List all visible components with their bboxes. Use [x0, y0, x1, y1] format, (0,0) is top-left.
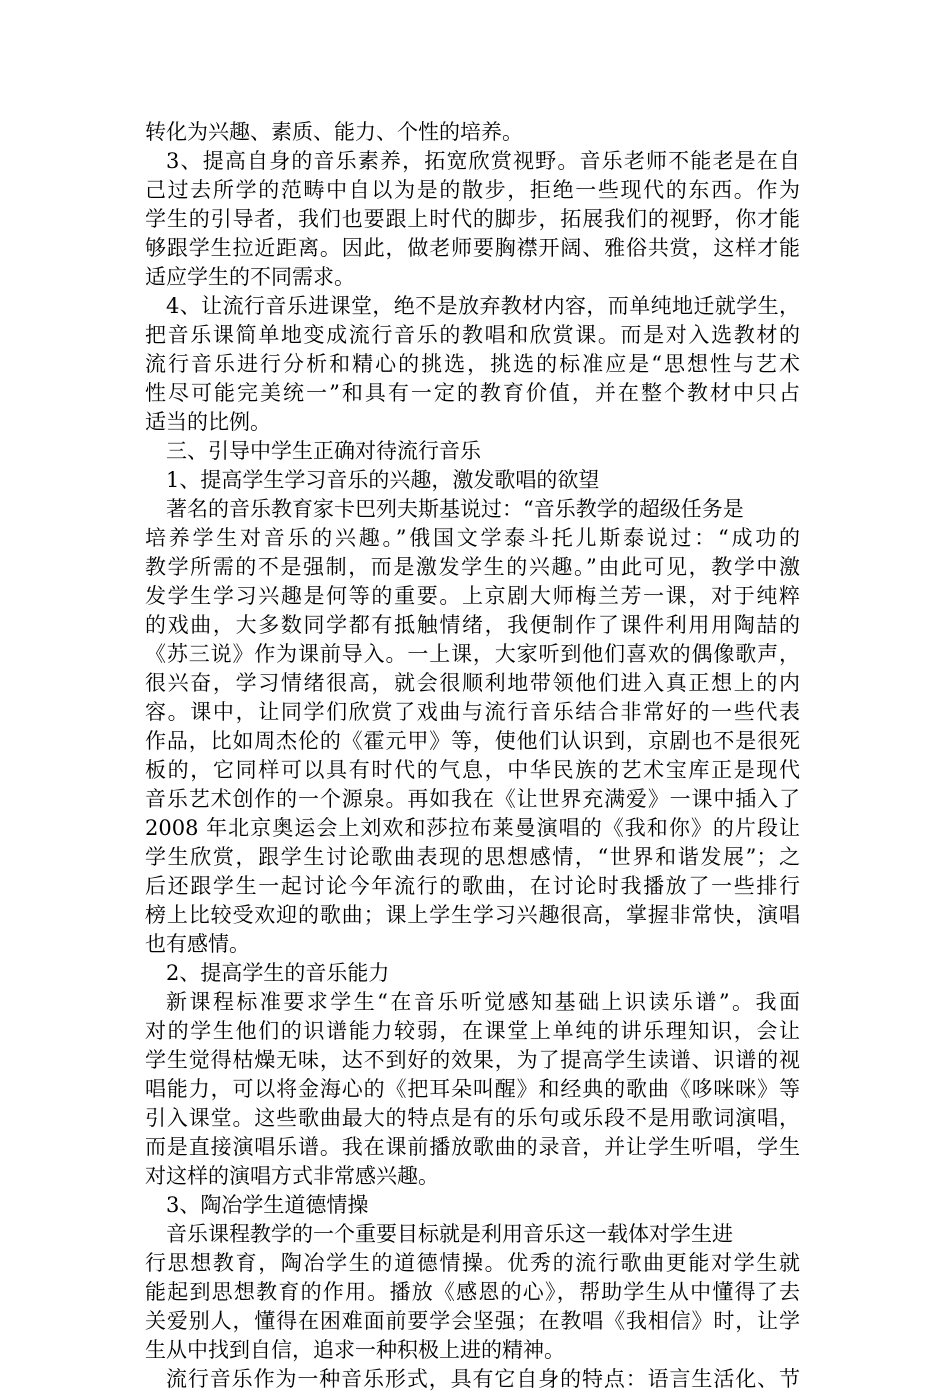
text-line: 容。课中，让同学们欣赏了戏曲与流行音乐结合非常好的一些代表 [145, 700, 800, 724]
text-line: 转化为兴趣、素质、能力、个性的培养。 [145, 120, 523, 144]
text-line: 培养学生对音乐的兴趣。”俄国文学泰斗托儿斯泰说过：“成功的 [145, 526, 800, 550]
text-line: 对这样的演唱方式非常感兴趣。 [145, 1164, 439, 1188]
document-body [145, 118, 800, 1394]
text-line: 后还跟学生一起讨论今年流行的歌曲，在讨论时我播放了一些排行 [145, 874, 800, 898]
text-line: 三、引导中学生正确对待流行音乐 [166, 439, 481, 463]
text-line: 也有感情。 [145, 932, 250, 956]
text-line: 4、让流行音乐进课堂，绝不是放弃教材内容，而单纯地迁就学生， [166, 294, 800, 318]
text-line: 新课程标准要求学生“在音乐听觉感知基础上识读乐谱”。我面 [166, 990, 800, 1014]
text-line: 3、提高自身的音乐素养，拓宽欣赏视野。音乐老师不能老是在自 [166, 149, 800, 173]
text-line: 能起到思想教育的作用。播放《感恩的心》，帮助学生从中懂得了去 [145, 1280, 800, 1304]
text-line: 板的，它同样可以具有时代的气息，中华民族的艺术宝库正是现代 [145, 758, 800, 782]
text-line: 音乐课程教学的一个重要目标就是利用音乐这一载体对学生进 [166, 1222, 733, 1246]
text-line: 学生的引导者，我们也要跟上时代的脚步，拓展我们的视野，你才能 [145, 207, 800, 231]
text-line: 很兴奋，学习情绪很高，就会很顺利地带领他们进入真正想上的内 [145, 671, 800, 695]
text-line: 音乐艺术创作的一个源泉。再如我在《让世界充满爱》一课中插入了 [145, 787, 800, 811]
text-line: 唱能力，可以将金海心的《把耳朵叫醒》和经典的歌曲《哆咪咪》等 [145, 1077, 800, 1101]
text-line: 性尽可能完美统一”和具有一定的教育价值，并在整个教材中只占 [145, 381, 800, 405]
text-line: 教学所需的不是强制，而是激发学生的兴趣。”由此可见，教学中激 [145, 555, 800, 579]
text-line: 3、陶冶学生道德情操 [166, 1193, 369, 1217]
text-line: 流行音乐进行分析和精心的挑选，挑选的标准应是“思想性与艺术 [145, 352, 800, 376]
text-line: 行思想教育，陶冶学生的道德情操。优秀的流行歌曲更能对学生就 [145, 1251, 800, 1275]
text-line: 适应学生的不同需求。 [145, 265, 355, 289]
text-line: 2008 年北京奥运会上刘欢和莎拉布莱曼演唱的《我和你》的片段让 [145, 816, 800, 840]
text-line: 生从中找到自信，追求一种积极上进的精神。 [145, 1338, 565, 1362]
text-line: 学生觉得枯燥无味，达不到好的效果，为了提高学生读谱、识谱的视 [145, 1048, 800, 1072]
text-line: 著名的音乐教育家卡巴列夫斯基说过：“音乐教学的超级任务是 [166, 497, 744, 521]
text-line: 关爱别人，懂得在困难面前要学会坚强；在教唱《我相信》时，让学 [145, 1309, 800, 1333]
text-line: 2、提高学生的音乐能力 [166, 961, 390, 985]
text-line: 流行音乐作为一种音乐形式，具有它自身的特点：语言生活化、节 [166, 1367, 800, 1391]
text-line: 够跟学生拉近距离。因此，做老师要胸襟开阔、雅俗共赏，这样才能 [145, 236, 800, 260]
text-line: 把音乐课简单地变成流行音乐的教唱和欣赏课。而是对入选教材的 [145, 323, 800, 347]
text-line: 引入课堂。这些歌曲最大的特点是有的乐句或乐段不是用歌词演唱， [145, 1106, 800, 1130]
text-line: 1、提高学生学习音乐的兴趣，激发歌唱的欲望 [166, 468, 600, 492]
text-line: 对的学生他们的识谱能力较弱，在课堂上单纯的讲乐理知识，会让 [145, 1019, 800, 1043]
text-line: 适当的比例。 [145, 410, 271, 434]
text-line: 发学生学习兴趣是何等的重要。上京剧大师梅兰芳一课，对于纯粹 [145, 584, 800, 608]
text-line: 的戏曲，大多数同学都有抵触情绪，我便制作了课件利用用陶喆的 [145, 613, 800, 637]
text-line: 《苏三说》作为课前导入。一上课，大家听到他们喜欢的偶像歌声， [145, 642, 800, 666]
text-line: 学生欣赏，跟学生讨论歌曲表现的思想感情，“世界和谐发展”；之 [145, 845, 800, 869]
text-line: 而是直接演唱乐谱。我在课前播放歌曲的录音，并让学生听唱，学生 [145, 1135, 800, 1159]
text-line: 作品，比如周杰伦的《霍元甲》等，使他们认识到，京剧也不是很死 [145, 729, 800, 753]
text-line: 榜上比较受欢迎的歌曲；课上学生学习兴趣很高，掌握非常快，演唱 [145, 903, 800, 927]
text-line: 己过去所学的范畴中自以为是的散步，拒绝一些现代的东西。作为 [145, 178, 800, 202]
